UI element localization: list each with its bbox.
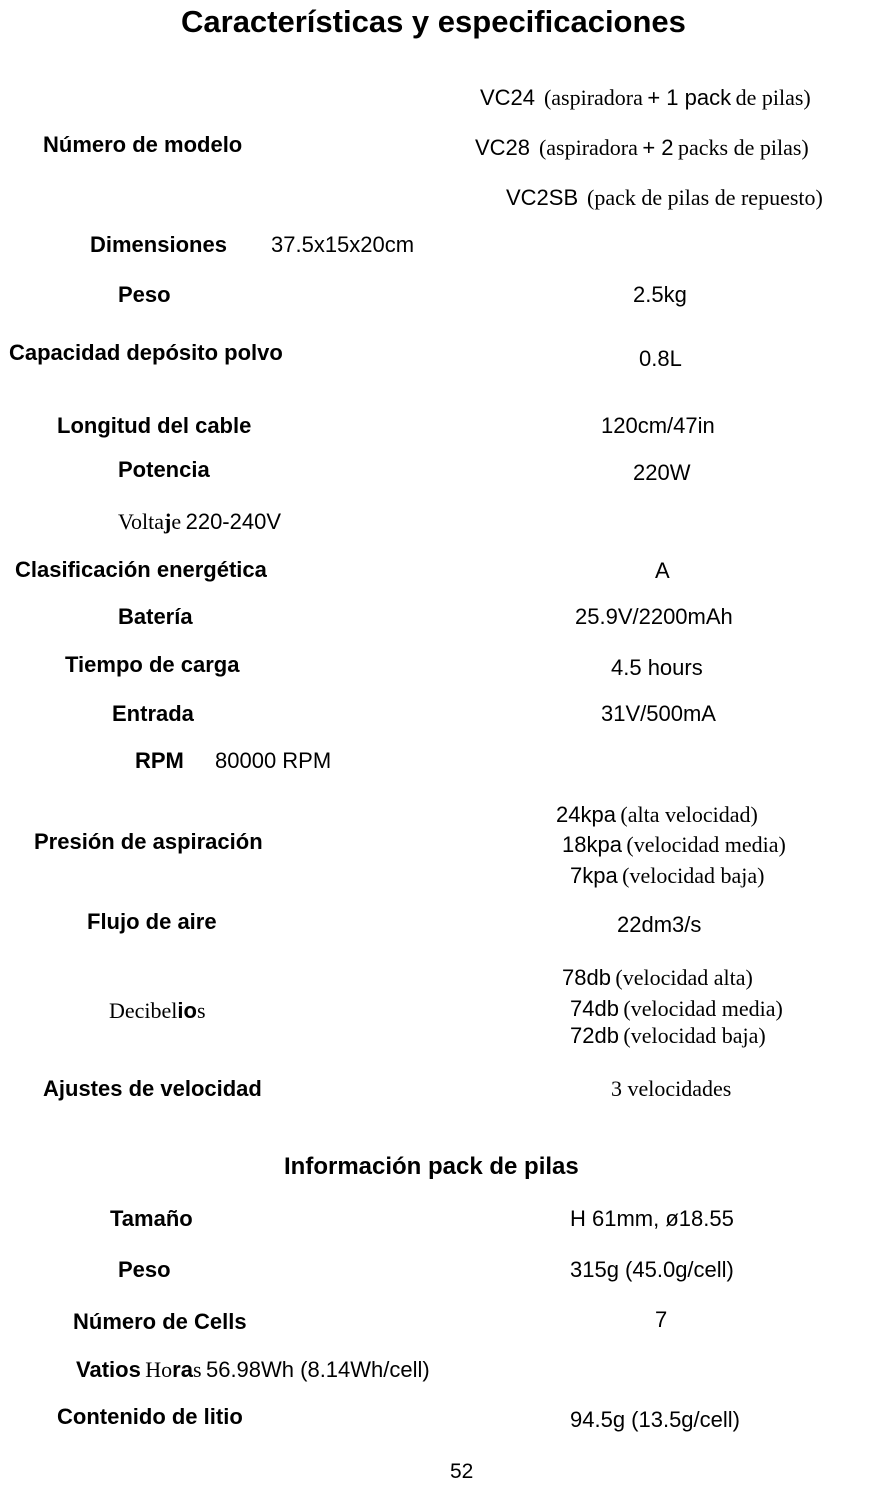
model-code: VC2SB: [506, 185, 579, 210]
weight-value: 2.5kg: [633, 282, 687, 307]
suction-label: Presión de aspiración: [34, 829, 263, 854]
model-code: VC28: [475, 135, 531, 160]
dust-capacity-label: Capacidad depósito polvo: [9, 340, 283, 365]
pack-watt-hours-label: Vatios: [76, 1357, 141, 1382]
input-label: Entrada: [112, 701, 194, 726]
model-desc: packs de pilas): [678, 135, 809, 160]
battery-section-title: Información pack de pilas: [284, 1153, 579, 1180]
battery-value: 25.9V/2200mAh: [575, 604, 733, 629]
cable-length-label: Longitud del cable: [57, 413, 252, 438]
rpm-label: RPM: [135, 748, 184, 773]
rpm-value: 80000 RPM: [215, 748, 332, 773]
suction-line: [562, 834, 786, 856]
charge-time-label: Tiempo de carga: [65, 652, 240, 677]
power-value: 220W: [633, 460, 691, 485]
pack-watt-hours-label: ra: [172, 1357, 193, 1382]
model-desc: (aspiradora: [543, 85, 643, 110]
decibels-desc: (velocidad alta): [615, 965, 753, 990]
energy-class-value: A: [655, 558, 670, 583]
pack-lithium-label: Contenido de litio: [57, 1404, 243, 1429]
voltage-label: j: [164, 509, 172, 534]
voltage-value: 220-240V: [185, 509, 282, 534]
pack-watt-hours-row: [76, 1359, 430, 1381]
decibels-desc: (velocidad media): [623, 996, 783, 1021]
decibels-label: [109, 1000, 206, 1022]
pack-watt-hours-label: Ho: [145, 1357, 173, 1382]
charge-time-value: 4.5 hours: [611, 655, 703, 680]
decibels-label-part: io: [177, 998, 197, 1023]
model-number-label: Número de modelo: [43, 132, 243, 157]
voltage-row: [118, 511, 281, 533]
model-desc: + 2: [642, 135, 674, 160]
suction-value: 18kpa: [562, 832, 622, 857]
pack-weight-value: 315g (45.0g/cell): [570, 1257, 734, 1282]
decibels-line: [562, 967, 753, 989]
weight-label: Peso: [118, 282, 171, 307]
pack-cells-value: 7: [655, 1307, 668, 1332]
speed-settings-label: Ajustes de velocidad: [43, 1076, 262, 1101]
pack-watt-hours-value: 56.98Wh (8.14Wh/cell): [205, 1357, 430, 1382]
energy-class-label: Clasificación energética: [15, 557, 267, 582]
pack-watt-hours-label: s: [192, 1357, 202, 1382]
voltage-label: e: [171, 509, 182, 534]
suction-value: 24kpa: [556, 802, 616, 827]
suction-value: 7kpa: [570, 863, 618, 888]
dust-capacity-value: 0.8L: [639, 346, 682, 371]
input-value: 31V/500mA: [601, 701, 716, 726]
suction-desc: (velocidad media): [626, 832, 786, 857]
model-desc: + 1 pack: [647, 85, 732, 110]
model-row-vc2sb: [506, 187, 823, 209]
pack-cells-label: Número de Cells: [73, 1309, 247, 1334]
power-label: Potencia: [118, 457, 210, 482]
airflow-label: Flujo de aire: [87, 909, 217, 934]
pack-size-value: H 61mm, ø18.55: [570, 1206, 734, 1231]
page-title: Características y especificaciones: [181, 4, 686, 39]
dimensions-value: 37.5x15x20cm: [271, 232, 415, 257]
model-row-vc28: [475, 137, 809, 159]
airflow-value: 22dm3/s: [617, 912, 702, 937]
suction-line: [556, 804, 758, 826]
model-row-vc24: [480, 87, 811, 109]
suction-desc: (alta velocidad): [620, 802, 758, 827]
dimensions-label: Dimensiones: [90, 232, 227, 257]
suction-desc: (velocidad baja): [622, 863, 765, 888]
pack-size-label: Tamaño: [110, 1206, 193, 1231]
decibels-value: 74db: [570, 996, 619, 1021]
decibels-label-part: s: [196, 998, 206, 1023]
pack-weight-label: Peso: [118, 1257, 171, 1282]
decibels-desc: (velocidad baja): [623, 1023, 766, 1048]
decibels-value: 72db: [570, 1023, 619, 1048]
decibels-line: [570, 1025, 766, 1047]
voltage-label: Volta: [118, 509, 165, 534]
model-desc: (pack de pilas de repuesto): [587, 185, 823, 210]
battery-label: Batería: [118, 604, 193, 629]
cable-length-value: 120cm/47in: [601, 413, 715, 438]
speed-settings-value: 3 velocidades: [611, 1076, 732, 1101]
model-code: VC24: [480, 85, 536, 110]
suction-line: [570, 865, 764, 887]
model-desc: de pilas): [735, 85, 811, 110]
page-number: 52: [450, 1460, 474, 1483]
model-desc: (aspiradora: [538, 135, 638, 160]
decibels-line: [570, 998, 783, 1020]
pack-lithium-value: 94.5g (13.5g/cell): [570, 1407, 740, 1432]
decibels-value: 78db: [562, 965, 611, 990]
decibels-label-part: Decibel: [109, 998, 178, 1023]
